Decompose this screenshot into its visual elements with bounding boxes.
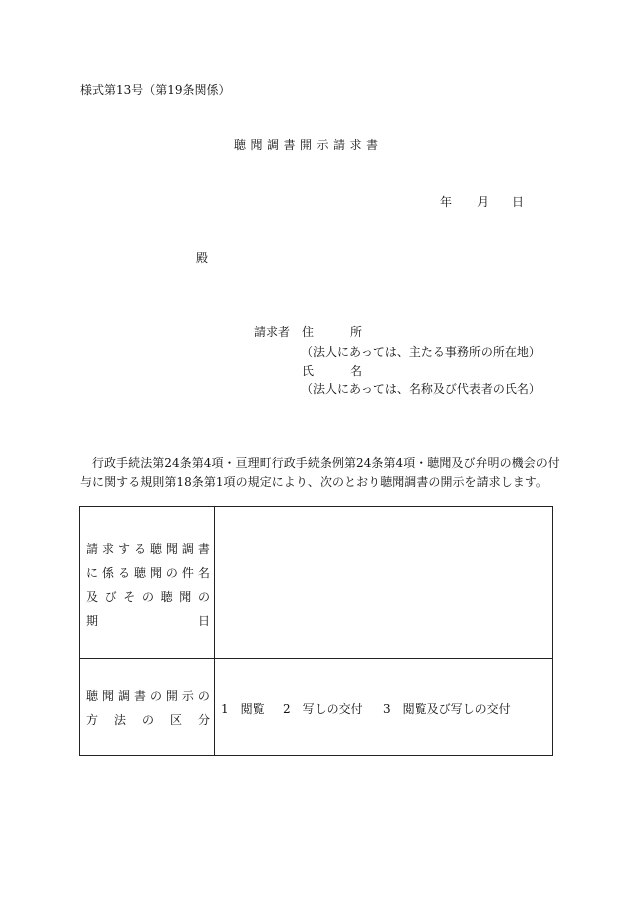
label-char: 期 (86, 614, 99, 628)
label-char: す (117, 542, 130, 556)
request-table (79, 506, 553, 756)
label-line (86, 609, 210, 633)
label-char: 書 (133, 689, 146, 703)
label-char: に (86, 566, 99, 580)
label-char: そ (123, 590, 136, 604)
label-char: る (117, 566, 130, 580)
address-label: 住 所 (302, 325, 375, 339)
label-char: 聞 (149, 566, 162, 580)
label-char: の (141, 590, 154, 604)
request-statement: 行政手続法第24条第4項・亘理町行政手続条例第24条第4項・聴聞及び弁明の機会の付与に関する規則第18条第1項の規定により、次のとおり聴聞調書の開示を請求します。 (80, 456, 560, 489)
label-char: 係 (101, 566, 114, 580)
label-char: 聞 (165, 542, 178, 556)
table-row-divider (80, 658, 552, 659)
label-char: 開 (165, 689, 178, 703)
method-option-copy[interactable]: 2 写しの交付 (283, 702, 363, 716)
label-char: 及 (86, 590, 99, 604)
label-line (86, 708, 210, 732)
label-char: び (104, 590, 117, 604)
document-title: 聴聞調書開示請求書 (234, 138, 383, 152)
label-line (86, 561, 210, 585)
label-char: 聴 (133, 566, 146, 580)
label-char: 示 (181, 689, 194, 703)
disclosure-method-label (86, 684, 210, 732)
label-line (86, 537, 210, 561)
label-char: の (141, 713, 154, 727)
form-number: 様式第13号（第19条関係） (80, 83, 231, 97)
label-char: の (197, 689, 210, 703)
hearing-subject-label (86, 537, 210, 633)
method-option-both[interactable]: 3 閲覧及び写しの交付 (383, 702, 511, 716)
label-char: 名 (197, 566, 210, 580)
date-year-label: 年 (440, 195, 453, 209)
label-line (86, 684, 210, 708)
table-column-divider (214, 507, 215, 755)
label-char: 聴 (160, 590, 173, 604)
label-char: 調 (181, 542, 194, 556)
label-char: 日 (197, 614, 210, 628)
address-note: （法人にあっては、主たる事務所の所在地） (301, 345, 541, 359)
label-char: る (133, 542, 146, 556)
label-char: 区 (169, 713, 182, 727)
addressee-suffix: 殿 (196, 251, 209, 265)
date-day-label: 日 (512, 195, 525, 209)
label-char: 聞 (179, 590, 192, 604)
method-option-inspection[interactable]: 1 閲覧 (221, 702, 265, 716)
label-char: 調 (117, 689, 130, 703)
label-char: の (149, 689, 162, 703)
label-char: 分 (197, 713, 210, 727)
requester-label: 請求者 (254, 325, 291, 339)
label-char: 請 (86, 542, 99, 556)
label-line (86, 585, 210, 609)
label-char: 件 (181, 566, 194, 580)
label-char: 聞 (101, 689, 114, 703)
hearing-subject-field[interactable] (216, 507, 552, 657)
label-char: 書 (197, 542, 210, 556)
label-char: の (165, 566, 178, 580)
label-char: 方 (86, 713, 99, 727)
name-note: （法人にあっては、名称及び代表者の氏名） (301, 382, 541, 396)
date-month-label: 月 (477, 195, 490, 209)
label-char: の (197, 590, 210, 604)
label-char: 法 (113, 713, 126, 727)
name-label: 氏 名 (302, 364, 375, 378)
label-char: 聴 (86, 689, 99, 703)
label-char: 聴 (149, 542, 162, 556)
label-char: 求 (101, 542, 114, 556)
